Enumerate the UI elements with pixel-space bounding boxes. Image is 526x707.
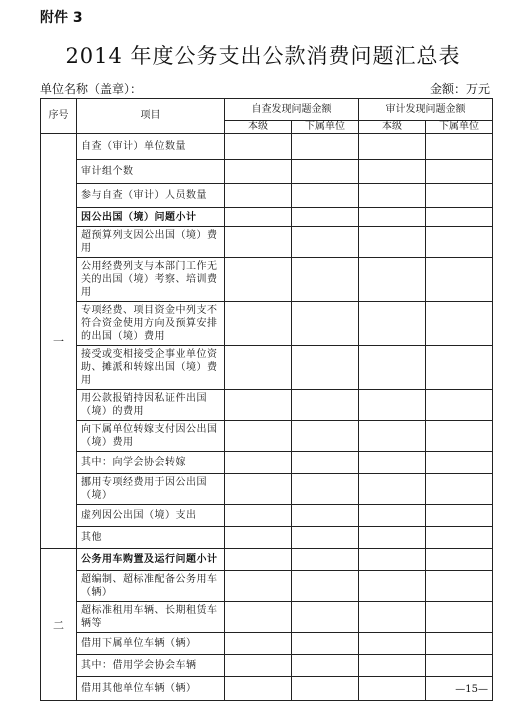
amount-cell-self-sub[interactable] — [292, 421, 359, 452]
page-number: —15— — [455, 684, 488, 695]
item-label: 挪用专项经费用于因公出国（境） — [77, 474, 225, 505]
amount-cell-self-level[interactable] — [225, 184, 292, 208]
amount-cell-audit-level[interactable] — [359, 346, 426, 390]
amount-cell-audit-level[interactable] — [359, 633, 426, 655]
amount-cell-audit-level[interactable] — [359, 227, 426, 258]
amount-cell-audit-level[interactable] — [359, 160, 426, 184]
amount-cell-self-level[interactable] — [225, 134, 292, 160]
amount-cell-audit-level[interactable] — [359, 184, 426, 208]
table-row — [41, 474, 493, 505]
header-self-level: 本级 — [225, 121, 292, 134]
table-row — [41, 390, 493, 421]
amount-cell-self-sub[interactable] — [292, 390, 359, 421]
item-label: 超预算列支因公出国（境）费用 — [77, 227, 225, 258]
amount-cell-audit-sub[interactable] — [426, 421, 493, 452]
amount-cell-self-level[interactable] — [225, 602, 292, 633]
amount-cell-self-sub[interactable] — [292, 208, 359, 227]
amount-cell-self-level[interactable] — [225, 505, 292, 527]
table-row — [41, 184, 493, 208]
item-label: 其中：向学会协会转嫁 — [77, 452, 225, 474]
amount-cell-audit-level[interactable] — [359, 421, 426, 452]
amount-cell-self-sub[interactable] — [292, 258, 359, 302]
amount-cell-audit-level[interactable] — [359, 602, 426, 633]
amount-cell-self-level[interactable] — [225, 421, 292, 452]
table-row — [41, 346, 493, 390]
table-row — [41, 160, 493, 184]
amount-cell-audit-sub[interactable] — [426, 258, 493, 302]
amount-cell-audit-sub[interactable] — [426, 208, 493, 227]
amount-cell-self-level[interactable] — [225, 390, 292, 421]
amount-cell-self-sub[interactable] — [292, 505, 359, 527]
amount-cell-audit-level[interactable] — [359, 208, 426, 227]
table-row — [41, 527, 493, 549]
amount-cell-audit-level[interactable] — [359, 390, 426, 421]
summary-table — [40, 98, 493, 701]
item-label: 接受或变相接受企事业单位资助、摊派和转嫁出国（境）费用 — [77, 346, 225, 390]
item-label: 借用其他单位车辆（辆） — [77, 677, 225, 701]
amount-cell-self-level[interactable] — [225, 258, 292, 302]
table-row — [41, 302, 493, 346]
table-row — [41, 677, 493, 701]
table-row — [41, 655, 493, 677]
amount-cell-audit-sub[interactable] — [426, 571, 493, 602]
amount-cell-self-level[interactable] — [225, 677, 292, 701]
item-label: 公用经费列支与本部门工作无关的出国（境）考察、培训费用 — [77, 258, 225, 302]
header-item: 项目 — [77, 99, 225, 134]
amount-cell-audit-level[interactable] — [359, 134, 426, 160]
amount-cell-audit-sub[interactable] — [426, 452, 493, 474]
table-row — [41, 208, 493, 227]
amount-cell-audit-level[interactable] — [359, 527, 426, 549]
amount-cell-self-sub[interactable] — [292, 227, 359, 258]
amount-cell-self-sub[interactable] — [292, 527, 359, 549]
amount-cell-self-level[interactable] — [225, 208, 292, 227]
table-row — [41, 258, 493, 302]
header-audit-level: 本级 — [359, 121, 426, 134]
table-row — [41, 571, 493, 602]
amount-cell-audit-sub[interactable] — [426, 134, 493, 160]
amount-cell-audit-sub[interactable] — [426, 184, 493, 208]
amount-cell-self-level[interactable] — [225, 474, 292, 505]
table-row — [41, 549, 493, 571]
amount-cell-self-sub[interactable] — [292, 633, 359, 655]
amount-cell-audit-level[interactable] — [359, 505, 426, 527]
amount-cell-self-sub[interactable] — [292, 677, 359, 701]
item-label: 虚列因公出国（境）支出 — [77, 505, 225, 527]
section-number: 一 — [41, 134, 77, 549]
amount-cell-audit-sub[interactable] — [426, 633, 493, 655]
item-label: 参与自查（审计）人员数量 — [77, 184, 225, 208]
amount-cell-audit-level[interactable] — [359, 677, 426, 701]
amount-cell-self-sub[interactable] — [292, 571, 359, 602]
item-label: 用公款报销持因私证件出国（境）的费用 — [77, 390, 225, 421]
amount-cell-self-level[interactable] — [225, 655, 292, 677]
amount-cell-self-sub[interactable] — [292, 474, 359, 505]
amount-cell-self-level[interactable] — [225, 160, 292, 184]
amount-cell-self-sub[interactable] — [292, 134, 359, 160]
amount-cell-self-level[interactable] — [225, 549, 292, 571]
item-label: 向下属单位转嫁支付因公出国（境）费用 — [77, 421, 225, 452]
table-row — [41, 633, 493, 655]
amount-cell-self-level[interactable] — [225, 571, 292, 602]
header-audit: 审计发现问题金额 — [359, 99, 493, 121]
amount-cell-audit-sub[interactable] — [426, 160, 493, 184]
amount-cell-self-sub[interactable] — [292, 302, 359, 346]
section-number: 二 — [41, 549, 77, 701]
amount-cell-audit-sub[interactable] — [426, 505, 493, 527]
item-label: 其他 — [77, 527, 225, 549]
header-self-sub: 下属单位 — [292, 121, 359, 134]
amount-cell-audit-sub[interactable] — [426, 302, 493, 346]
header-self-check: 自查发现问题金额 — [225, 99, 359, 121]
amount-cell-audit-level[interactable] — [359, 258, 426, 302]
table-row — [41, 227, 493, 258]
table-row — [41, 452, 493, 474]
amount-unit-label: 金额：万元 — [429, 82, 490, 96]
item-label: 超编制、超标准配备公务用车（辆） — [77, 571, 225, 602]
item-label: 自查（审计）单位数量 — [77, 134, 225, 160]
table-row — [41, 602, 493, 633]
amount-cell-audit-sub[interactable] — [426, 602, 493, 633]
amount-cell-audit-sub[interactable] — [426, 227, 493, 258]
amount-cell-audit-level[interactable] — [359, 452, 426, 474]
amount-cell-audit-level[interactable] — [359, 571, 426, 602]
amount-cell-self-sub[interactable] — [292, 549, 359, 571]
item-label: 其中：借用学会协会车辆 — [77, 655, 225, 677]
amount-cell-self-sub[interactable] — [292, 184, 359, 208]
amount-cell-self-level[interactable] — [225, 227, 292, 258]
subtotal-item-label: 公务用车购置及运行问题小计 — [77, 549, 225, 571]
amount-cell-self-sub[interactable] — [292, 346, 359, 390]
amount-cell-self-sub[interactable] — [292, 452, 359, 474]
amount-cell-self-sub[interactable] — [292, 160, 359, 184]
attachment-label: 附件 3 — [40, 10, 83, 26]
amount-cell-self-level[interactable] — [225, 527, 292, 549]
item-label: 专项经费、项目资金中列支不符合资金使用方向及预算安排的出国（境）费用 — [77, 302, 225, 346]
amount-cell-audit-sub[interactable] — [426, 549, 493, 571]
unit-name-label: 单位名称（盖章）： — [40, 82, 143, 96]
amount-cell-self-level[interactable] — [225, 452, 292, 474]
header-row — [41, 99, 493, 121]
amount-cell-audit-level[interactable] — [359, 302, 426, 346]
amount-cell-self-level[interactable] — [225, 346, 292, 390]
subtotal-item-label: 因公出国（境）问题小计 — [77, 208, 225, 227]
amount-cell-audit-sub[interactable] — [426, 390, 493, 421]
item-label: 审计组个数 — [77, 160, 225, 184]
amount-cell-audit-sub[interactable] — [426, 346, 493, 390]
table-row — [41, 505, 493, 527]
header-audit-sub: 下属单位 — [426, 121, 493, 134]
amount-cell-audit-level[interactable] — [359, 549, 426, 571]
table-row — [41, 134, 493, 160]
amount-cell-audit-sub[interactable] — [426, 474, 493, 505]
table-row — [41, 421, 493, 452]
amount-cell-audit-level[interactable] — [359, 474, 426, 505]
amount-cell-audit-level[interactable] — [359, 655, 426, 677]
header-seq: 序号 — [41, 99, 77, 134]
amount-cell-self-level[interactable] — [225, 302, 292, 346]
amount-cell-audit-sub[interactable] — [426, 655, 493, 677]
item-label: 借用下属单位车辆（辆） — [77, 633, 225, 655]
amount-cell-audit-sub[interactable] — [426, 527, 493, 549]
amount-cell-self-sub[interactable] — [292, 655, 359, 677]
page-title: 2014 年度公务支出公款消费问题汇总表 — [65, 44, 461, 68]
item-label: 超标准租用车辆、长期租赁车辆等 — [77, 602, 225, 633]
amount-cell-self-level[interactable] — [225, 633, 292, 655]
amount-cell-self-sub[interactable] — [292, 602, 359, 633]
